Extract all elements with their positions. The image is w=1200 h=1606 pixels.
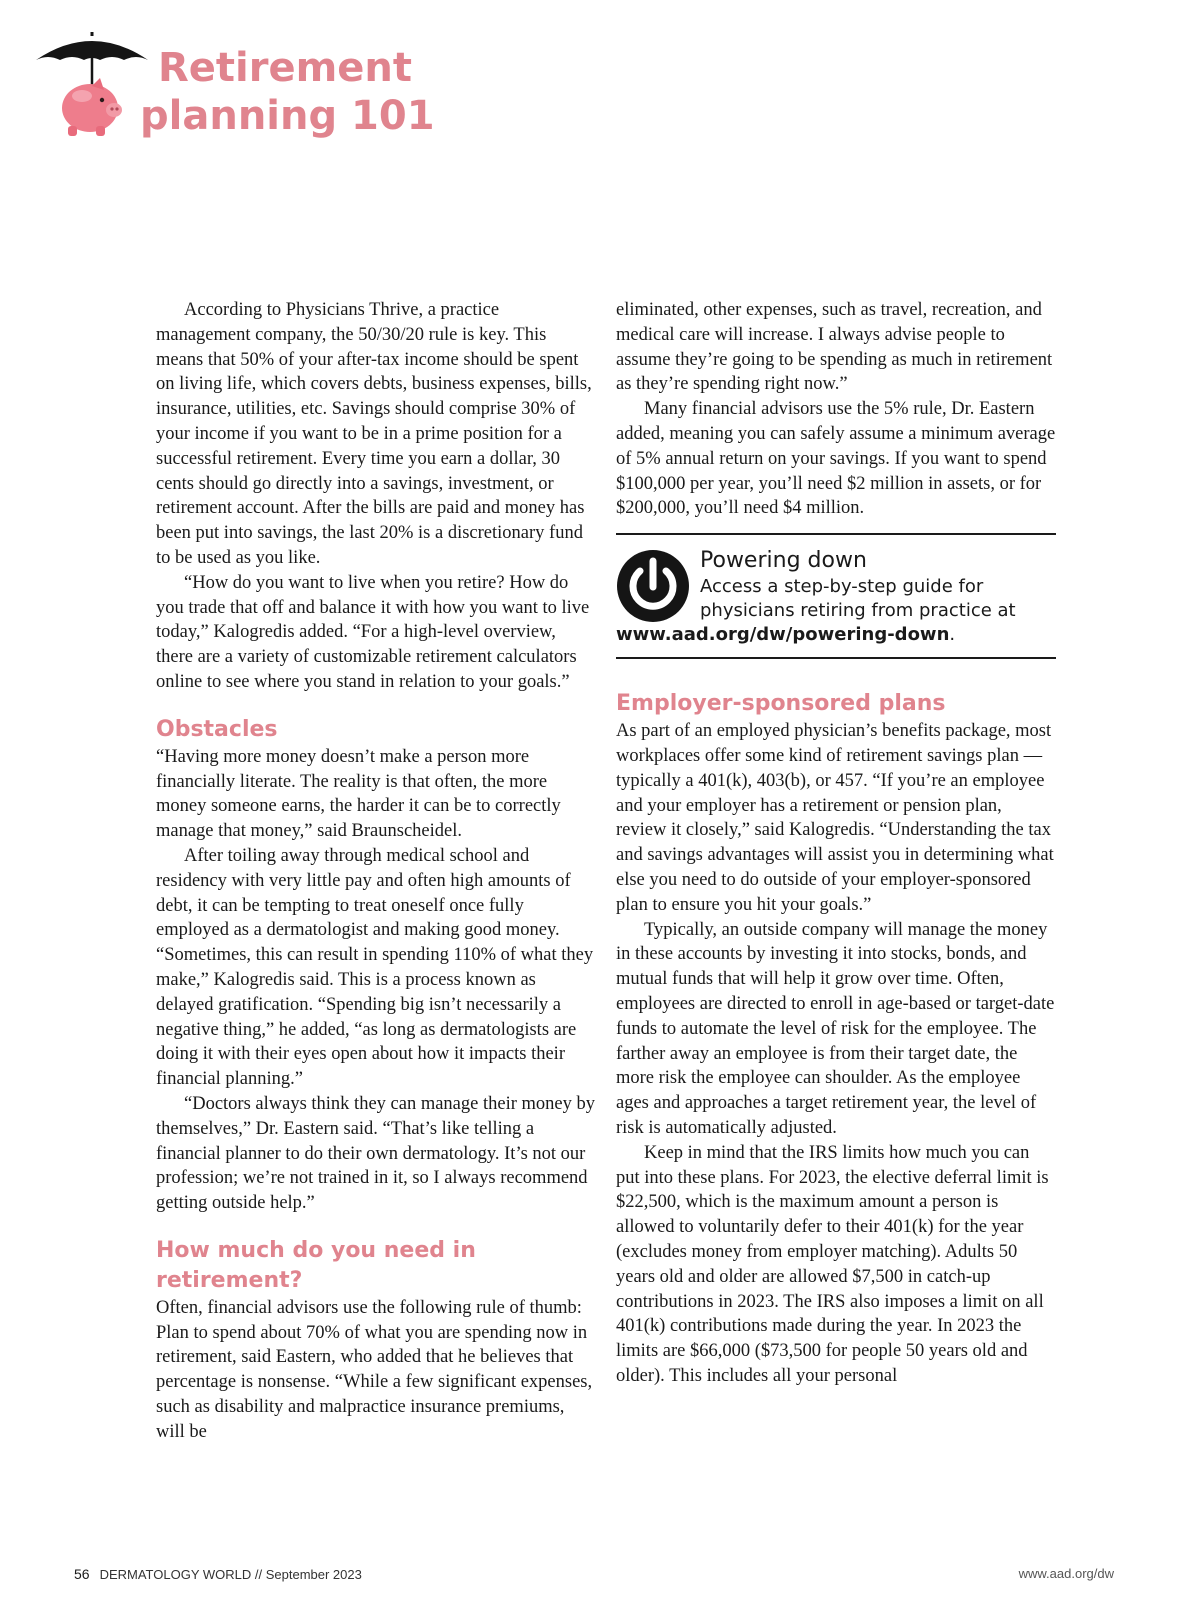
paragraph: Many financial advisors use the 5% rule, Dr. Eastern added, meaning you can safely assume a minimum average of 5% annual return on your savings. If you want to spend $100,000 per year, you’ll need $2 million in assets, or for $200,000, you’ll need $4 million. xyxy=(616,399,1056,519)
paragraph: As part of an employed physician’s benefits package, most workplaces offer some kind of retirement savings plan — typically a 401(k), 403(b), or 457. “If you’re an employee and your employer has a retirement or pension plan, review it closely,” said Kalogredis. “Understanding the tax and savings advantages will assist you in determining what else you need to do outside of your employer-sponsored plan to ensure you hit your goals.” xyxy=(616,721,1054,915)
callout-title: Powering down xyxy=(700,548,867,574)
power-icon xyxy=(616,549,690,623)
powering-down-link[interactable]: www.aad.org/dw/powering-down xyxy=(616,624,950,646)
paragraph: eliminated, other expenses, such as travel, recreation, and medical care will increase. I always advise people to assume they’re going to be spending as much in retirement as they’re spending right now.” xyxy=(616,300,1053,395)
paragraph: Keep in mind that the IRS limits how much you can put into these plans. For 2023, the elective deferral limit is $22,500, which is the maximum amount a person is allowed to voluntarily defer to their 401(k) for the year (excludes money from employer matching). Adults 50 years old and older are allowed $7,500 in catch-up contributions in 2023. The IRS also imposes a limit on all 401(k) contributions made during the year. In 2023 the limits are $66,000 ($73,500 for people 50 years old and older). This includes all your personal xyxy=(616,1142,1049,1386)
section-heading-how-much xyxy=(156,1236,596,1296)
paragraph: “How do you want to live when you retire? How do you trade that off and balance it with how you want to live today,” Kalogredis added. “For a high-level overview, there are a variety of customizable retirement calculators online to see where you stand in relation to your goals.” xyxy=(156,572,590,692)
paragraph: Often, financial advisors use the following rule of thumb: Plan to spend about 70% of what you are spending now in retirement, said Eastern, who added that he believes that percentage is nonsense. “While a few significant expenses, such as disability and malpractice insurance premiums, will be xyxy=(156,1297,593,1442)
publication-name: DERMATOLOGY WORLD // September 2023 xyxy=(99,1567,362,1582)
link-suffix: . xyxy=(949,624,956,646)
title-line-2: planning 101 xyxy=(140,93,435,139)
callout-text-line: physicians retiring from practice at xyxy=(700,600,1016,622)
powering-down-callout xyxy=(616,533,1056,659)
left-column xyxy=(156,298,596,1445)
right-column xyxy=(616,298,1056,1389)
section-heading-employer: Employer-sponsored plans xyxy=(616,691,946,717)
title-line-1: Retirement xyxy=(158,45,413,91)
umbrella-piggy-bank-icon xyxy=(32,30,152,142)
heading-line: retirement? xyxy=(156,1267,303,1293)
heading-line: How much do you need in xyxy=(156,1237,476,1263)
section-heading-obstacles: Obstacles xyxy=(156,716,278,742)
footer-publication xyxy=(74,1566,362,1582)
page-number: 56 xyxy=(74,1566,90,1582)
paragraph: “Doctors always think they can manage their money by themselves,” Dr. Eastern said. “That’s like telling a financial planner to do their own dermatology. It’s not our profession; we’re not trained in it, so I always recommend getting outside help.” xyxy=(156,1093,595,1214)
footer-url[interactable]: www.aad.org/dw xyxy=(1018,1566,1114,1581)
callout-text-line: Access a step-by-step guide for xyxy=(700,576,984,598)
paragraph: “Having more money doesn’t make a person more financially literate. The reality is that often, the more money someone earns, the harder it can be to correctly manage that money,” said Braunscheidel. xyxy=(156,746,561,842)
paragraph: According to Physicians Thrive, a practice management company, the 50/30/20 rule is key. This means that 50% of your after-tax income should be spent on living life, which covers debts, business expenses, bills, insurance, utilities, etc. Savings should comprise 30% of your income if you want to be in a prime position for a successful retirement. Every time you earn a dollar, 30 cents should go directly into a savings, investment, or retirement account. After the bills are paid and money has been put into savings, the last 20% is a discretionary fund to be used as you like. xyxy=(156,300,592,568)
paragraph: Typically, an outside company will manage the money in these accounts by investing it into stocks, bonds, and mutual funds that will help it grow over time. Often, employees are directed to enroll in age-based or target-date funds to automate the level of risk for the employee. The farther away an employee is from their target date, the more risk the employee can shoulder. As the employee ages and approaches a target retirement year, the level of risk is automatically adjusted. xyxy=(616,919,1055,1138)
page-title xyxy=(140,44,435,140)
paragraph: After toiling away through medical school and residency with very little pay and often high amounts of debt, it can be tempting to treat oneself once fully employed as a dermatologist and making good money. “Sometimes, this can result in spending 110% of what they make,” Kalogredis said. This is a process known as delayed gratification. “Spending big isn’t necessarily a negative thing,” he added, “as long as dermatologists are doing it with their eyes open about how it impacts their financial planning.” xyxy=(156,845,594,1090)
